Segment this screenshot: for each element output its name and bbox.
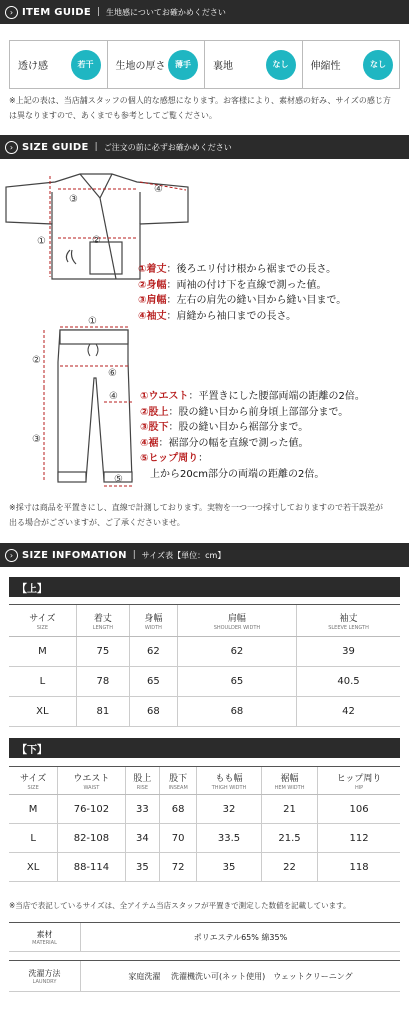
table-row: [9, 853, 400, 882]
legend-line: [138, 278, 346, 294]
column-en: SHOULDER WIDTH: [213, 624, 261, 631]
table-cell: XL: [9, 697, 76, 727]
size-guide-subtitle: ご注文の前に必ずお確かめください: [103, 142, 232, 152]
legend-line: [140, 420, 365, 436]
column-ja: 着丈: [93, 613, 112, 624]
table-row: [9, 697, 400, 727]
pants-marker: ⑥: [108, 368, 117, 379]
legend-line: [138, 293, 346, 309]
column-ja: サイズ: [29, 613, 56, 624]
material-key: [9, 923, 81, 951]
top-section-heading: 【上】: [9, 577, 400, 597]
pants-marker: ③: [32, 434, 41, 445]
column-header: [261, 767, 317, 795]
table-cell: 34: [125, 824, 160, 853]
legend-text: ：肩縫から袖口までの長さ。: [166, 310, 297, 322]
laundry-en: LAUNDRY: [32, 978, 57, 985]
note-line: 出る場合がございますが、ご了承くださいませ。: [9, 518, 185, 527]
table-cell: 88-114: [58, 853, 125, 882]
table-cell: 68: [177, 697, 296, 727]
bottom-section-heading: 【下】: [9, 738, 400, 758]
column-header: [197, 767, 262, 795]
column-en: THIGH WIDTH: [211, 784, 247, 791]
table-cell: 68: [130, 697, 178, 727]
table-cell: M: [9, 795, 58, 824]
table-header-row: [9, 605, 400, 637]
guide-badge: なし: [266, 50, 296, 80]
column-header: [177, 605, 296, 637]
table-cell: 21.5: [261, 824, 317, 853]
table-cell: L: [9, 667, 76, 697]
column-ja: 袖丈: [339, 613, 358, 624]
table-cell: 35: [197, 853, 262, 882]
fabric-guide-panel: [9, 40, 400, 89]
legend-key: ②身幅: [138, 279, 167, 291]
column-header: [297, 605, 400, 637]
top-marker: ①: [37, 236, 46, 247]
guide-label: 伸縮性: [310, 61, 341, 72]
laundry-ja: 洗濯方法: [28, 968, 61, 978]
column-ja: ヒップ周り: [336, 773, 382, 784]
column-en: SIZE: [27, 784, 39, 791]
pants-marker: ④: [109, 391, 118, 402]
legend-text: ：裾部分の幅を直線で測った値。: [158, 437, 309, 449]
legend-text: ：股の縫い目から裾部分まで。: [168, 422, 309, 434]
table-cell: 35: [125, 853, 160, 882]
column-ja: 身幅: [144, 613, 163, 624]
legend-line: [140, 467, 365, 483]
chevron-right-icon: ›: [5, 549, 18, 562]
material-row: [9, 922, 400, 952]
pants-marker: ②: [32, 355, 41, 366]
table-cell: 75: [76, 637, 129, 667]
legend-text: ：両袖の付け下を直線で測った値。: [166, 279, 327, 291]
legend-text: ：後ろエリ付け根から裾までの長さ。: [166, 264, 337, 275]
table-cell: 78: [76, 667, 129, 697]
legend-text: ：左右の肩先の縫い目から縫い目まで。: [166, 295, 347, 307]
note-line: ※上記の表は、当店舗スタッフの個人的な感想になります。お客様により、素材感の好み、サイズの感じ方: [9, 96, 391, 105]
column-header: [9, 605, 76, 637]
top-size-table: [9, 604, 400, 727]
note-line: は異なりますので、あくまでも参考としてご覧ください。: [9, 111, 217, 120]
header-separator: |: [94, 142, 98, 152]
table-cell: 106: [318, 795, 400, 824]
column-ja: ウエスト: [73, 773, 110, 784]
top-marker: ②: [92, 235, 101, 246]
column-en: SIZE: [36, 624, 48, 631]
column-header: [9, 767, 58, 795]
material-ja: 素材: [36, 929, 53, 939]
pants-marker: ⑤: [114, 474, 123, 485]
table-cell: 62: [130, 637, 178, 667]
item-guide-title: ITEM GUIDE: [22, 6, 91, 18]
pants-outline: [58, 330, 132, 482]
material-value: ポリエステル65% 綿35%: [193, 932, 288, 942]
note-line: ※採寸は商品を平置きにし、直線で計測しております。実物を一つ一つ採寸しておりますので若干誤差が: [9, 503, 384, 512]
legend-line: [140, 451, 365, 467]
laundry-row: [9, 960, 400, 992]
size-guide-title: SIZE GUIDE: [22, 141, 89, 153]
table-cell: L: [9, 824, 58, 853]
table-cell: 65: [177, 667, 296, 697]
laundry-key: [9, 961, 81, 991]
table-cell: 62: [177, 637, 296, 667]
legend-key: ④袖丈: [138, 310, 167, 322]
table-cell: 39: [297, 637, 400, 667]
guide-badge: 若干: [71, 50, 101, 80]
guide-badge: なし: [363, 50, 393, 80]
guide-label: 生地の厚さ: [115, 61, 166, 72]
legend-key: ①ウエスト: [140, 391, 189, 402]
guide-badge: 薄手: [168, 50, 198, 80]
table-cell: 118: [318, 853, 400, 882]
material-en: MATERIAL: [32, 939, 57, 946]
table-cell: 76-102: [58, 795, 125, 824]
size-info-note: ※当店で表記しているサイズは、全アイテム当店スタッフが平置きで測定した数値を記載しています。: [9, 901, 351, 910]
table-row: [9, 667, 400, 697]
guide-cell-transparency: [10, 41, 108, 88]
column-en: WAIST: [83, 784, 100, 791]
column-header: [130, 605, 178, 637]
legend-text: ：: [198, 453, 209, 465]
size-guide-note: [9, 500, 383, 530]
legend-key: ①着丈: [138, 264, 167, 275]
column-ja: 裾幅: [280, 773, 299, 784]
item-guide-subtitle: 生地感についてお確かめください: [106, 7, 226, 17]
column-en: RISE: [136, 784, 149, 791]
column-ja: 肩幅: [227, 613, 246, 624]
table-header-row: [9, 767, 400, 795]
column-header: [160, 767, 197, 795]
chevron-right-icon: ›: [5, 6, 18, 19]
guide-label: 裏地: [213, 61, 233, 72]
legend-key: ④裾: [140, 437, 159, 449]
column-header: [76, 605, 129, 637]
header-separator: |: [132, 550, 136, 560]
table-cell: 33: [125, 795, 160, 824]
guide-cell-stretch: [303, 41, 400, 88]
top-marker: ④: [154, 184, 163, 195]
table-cell: 42: [297, 697, 400, 727]
top-marker: ③: [69, 194, 78, 205]
table-cell: 70: [160, 824, 197, 853]
legend-line: [140, 436, 365, 452]
table-cell: M: [9, 637, 76, 667]
bottom-legend: [140, 389, 365, 483]
column-header: [58, 767, 125, 795]
legend-key: ②股上: [140, 406, 169, 418]
column-en: LENGTH: [92, 624, 113, 631]
legend-line: [138, 309, 346, 325]
legend-key: ⑤ヒップ周り: [140, 453, 199, 465]
table-cell: 112: [318, 824, 400, 853]
legend-line: [138, 262, 346, 278]
table-cell: 82-108: [58, 824, 125, 853]
size-info-title: SIZE INFOMATION: [22, 549, 127, 561]
guide-cell-lining: [205, 41, 303, 88]
size-info-subtitle: サイズ表【単位：cm】: [141, 550, 226, 560]
column-ja: もも幅: [215, 773, 243, 784]
column-en: HEM WIDTH: [274, 784, 305, 791]
table-cell: 32: [197, 795, 262, 824]
legend-key: ③股下: [140, 422, 169, 434]
legend-text: ：平置きにした腰部両端の距離の2倍。: [188, 391, 365, 402]
table-cell: 21: [261, 795, 317, 824]
table-cell: 65: [130, 667, 178, 697]
column-en: SLEEVE LENGTH: [328, 624, 369, 631]
column-en: WIDTH: [144, 624, 162, 631]
column-ja: サイズ: [19, 773, 47, 784]
column-header: [318, 767, 400, 795]
bottom-size-table: [9, 766, 400, 882]
table-cell: 40.5: [297, 667, 400, 697]
legend-line: [140, 389, 365, 405]
guide-cell-thickness: [108, 41, 206, 88]
item-guide-note: [9, 93, 391, 123]
table-cell: XL: [9, 853, 58, 882]
top-legend: [138, 262, 346, 324]
size-guide-header: [0, 135, 409, 159]
column-ja: 股上: [133, 773, 152, 784]
size-info-header: [0, 543, 409, 567]
table-cell: 68: [160, 795, 197, 824]
table-row: [9, 795, 400, 824]
column-header: [125, 767, 160, 795]
legend-text: ：股の縫い目から前身頃上部部分まで。: [168, 406, 349, 418]
legend-line: [140, 405, 365, 421]
table-row: [9, 824, 400, 853]
table-cell: 72: [160, 853, 197, 882]
table-cell: 33.5: [197, 824, 262, 853]
chevron-right-icon: ›: [5, 141, 18, 154]
guide-label: 透け感: [18, 61, 48, 72]
column-en: INSEAM: [168, 784, 188, 791]
item-guide-header: [0, 0, 409, 24]
pants-marker: ①: [88, 316, 97, 327]
table-cell: 22: [261, 853, 317, 882]
legend-key: ③肩幅: [138, 295, 167, 307]
laundry-value: 家庭洗濯 洗濯機洗い可(ネット使用) ウェットクリーニング: [128, 971, 353, 981]
header-separator: |: [97, 7, 101, 17]
table-row: [9, 637, 400, 667]
column-ja: 股下: [169, 773, 188, 784]
table-cell: 81: [76, 697, 129, 727]
column-en: HIP: [354, 784, 364, 791]
legend-text: 上から20cm部分の両端の距離の2倍。: [150, 468, 325, 480]
